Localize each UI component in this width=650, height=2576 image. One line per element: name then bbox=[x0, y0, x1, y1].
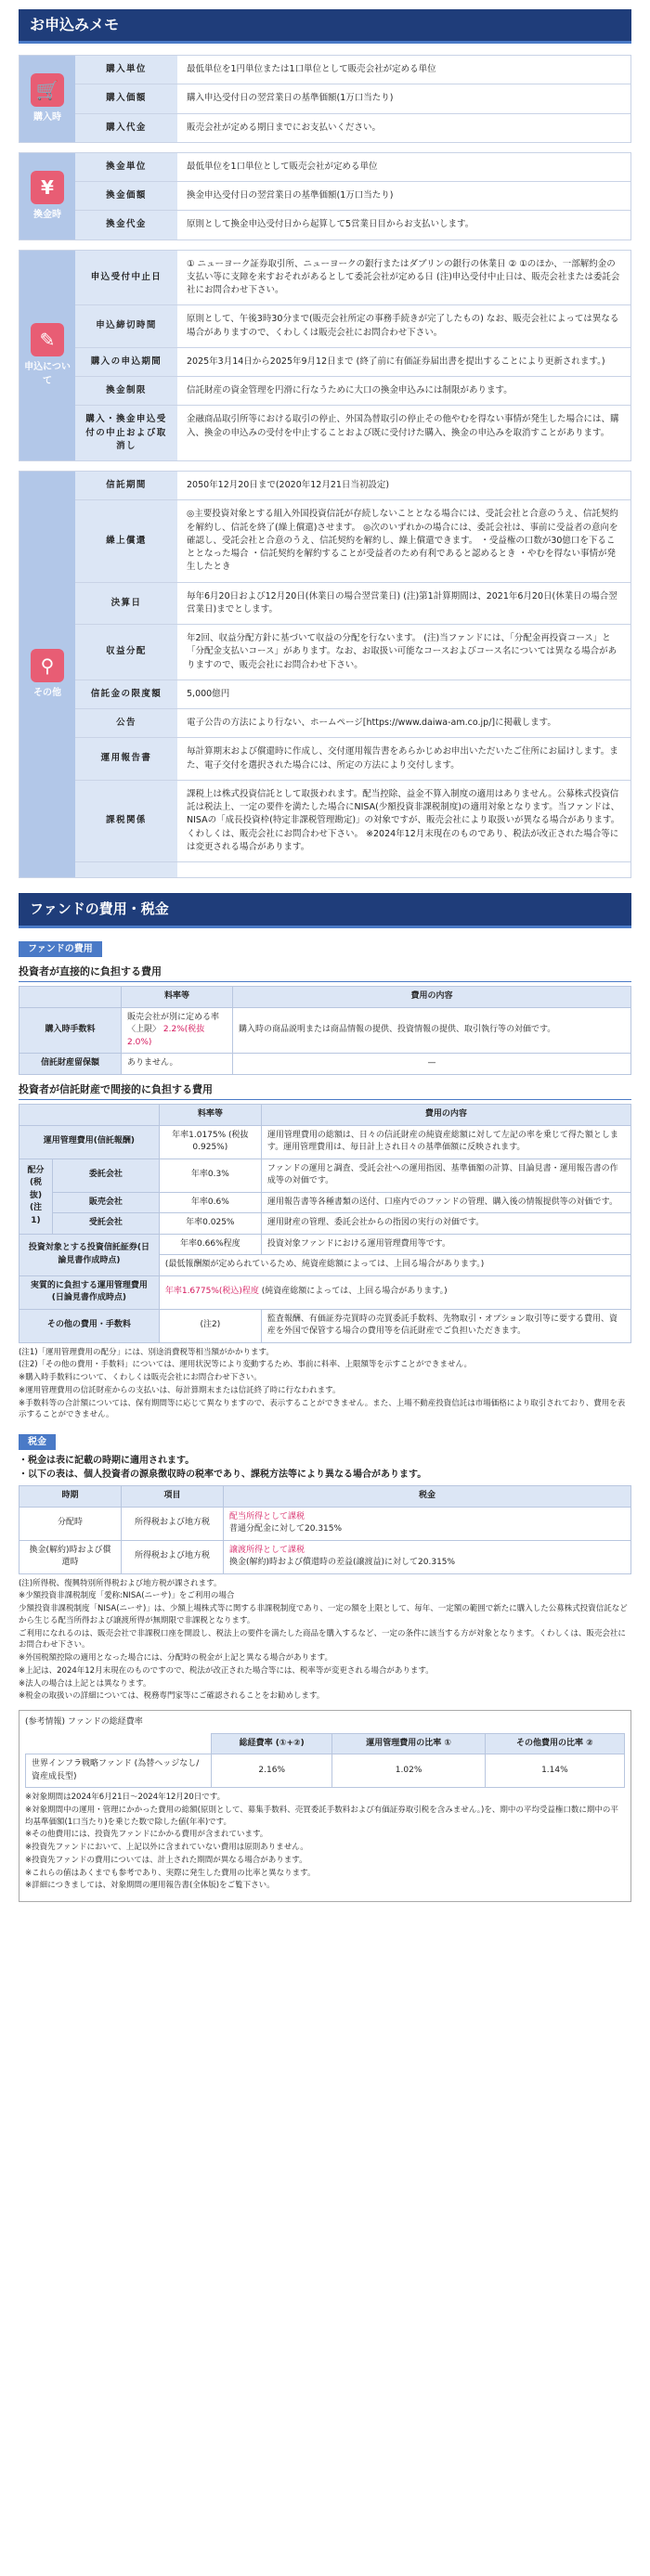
apply-rows bbox=[75, 251, 630, 461]
table-head: 時期 bbox=[20, 1486, 122, 1508]
other-row bbox=[75, 625, 630, 680]
document-icon: ✎ bbox=[31, 323, 64, 356]
table-head: その他費用の比率 ② bbox=[485, 1733, 624, 1754]
note: ※購入時手数料について、くわしくは販売会社にお問合わせ下さい。 bbox=[19, 1373, 262, 1382]
table-row bbox=[20, 1125, 631, 1159]
wallet-icon: ¥ bbox=[31, 171, 64, 204]
row-val: 原則として、午後3時30分まで(販売会社所定の事務手続きが完了したもの) なお、販売会社によっては異なる場合がありますので、くわしくは販売会社にお問合わせ下さい。 bbox=[187, 314, 619, 338]
tax-notes bbox=[19, 1578, 631, 1703]
row-val: 課税上は株式投資信託として取扱われます。配当控除、益金不算入制度の適用はありません。公募株式投資信託は税法上、一定の要件を満たした場合にNISA(少額投資非課税制度)の適用対象となります。当ファンドは、NISAの「成長投資枠(特定非課税管理勘定)」の対象ですが、販売会社により取扱いが異なる場合があります。くわしくは、販売会社にお問合わせ下さい。 ※2024年12月末現在のものであり、税法が改正された場合等には変更される場合があります。 bbox=[187, 788, 620, 852]
other-rows bbox=[75, 472, 630, 877]
row-val: ◎主要投資対象とする組入外国投資信託が存続しないこととなる場合には、受託会社と合意のうえ、信託契約を解約し、信託を終了(繰上償還)させます。 ◎次のいずれかの場合には、委託会社は、事前に受益者の意向を確認し、受託会社と合意のうえ、信託契約を解約し、繰上償還できます。 ・受益権の口数が30億口を下ることとなった場合 ・信託契約を解約することが受益者のため有利であると認めるとき ・やむを得ない事情が発生したとき bbox=[187, 509, 618, 573]
row-note: (最低報酬額が定められているため、純資産総額によっては、上回る場合があります。) bbox=[159, 1255, 630, 1276]
blank-head bbox=[20, 987, 122, 1008]
split-label: 配分(税抜)(注1) bbox=[20, 1159, 53, 1234]
row-rate: (注2) bbox=[159, 1309, 261, 1342]
table-row bbox=[20, 1159, 631, 1192]
tax-tag: 税金 bbox=[19, 1434, 56, 1450]
memo-other bbox=[19, 471, 631, 878]
redeem-icon-box bbox=[20, 153, 75, 239]
note: ご利用になれるのは、販売会社で非課税口座を開設し、税法上の要件を満たした商品を購入するなど、一定の条件に該当する方が対象となります。くわしくは、販売会社にお問合わせ下さい。 bbox=[19, 1628, 626, 1650]
row-val: 5,000億円 bbox=[187, 688, 230, 699]
row-val: ① ニューヨーク証券取引所、ニューヨークの銀行またはダブリンの銀行の休業日 ② ①のほか、一部解約金の支払い等に支障を来すおそれがあるとして委託会社が定める日 (注)申込受付中止日は、販売会社または委託会社にお問合わせ下さい。 bbox=[187, 258, 620, 295]
row-val: 年2回、収益分配方針に基づいて収益の分配を行ないます。 (注)当ファンドには、「分配金再投資コース」と「分配金支払いコース」があります。なお、お取扱い可能なコースおよびコース名については異なる場合がありますので、販売会社にお問合わせ下さい。 bbox=[187, 633, 618, 670]
tax-b: 換金(解約)時および償還時の差益(譲渡益)に対して20.315% bbox=[229, 1558, 456, 1567]
row-val: 毎年6月20日および12月20日(休業日の場合翌営業日) (注)第1計算期間は、2021年6月20日(休業日の場合翌営業日)までとします。 bbox=[187, 590, 618, 615]
other-row bbox=[75, 472, 630, 500]
table-row bbox=[20, 1540, 631, 1573]
note: ※詳細につきましては、対象期間の運用報告書(全体版)をご覧下さい。 bbox=[25, 1881, 275, 1891]
row-desc: 運用財産の管理、委託会社からの指図の実行の対価です。 bbox=[261, 1213, 630, 1235]
row-val: 信託財産の資金管理を円滑に行なうために大口の換金申込みには制限があります。 bbox=[187, 385, 513, 395]
tax-lead1: ・税金は表に記載の時期に適用されます。 bbox=[19, 1456, 195, 1466]
tax-b: 普通分配金に対して20.315% bbox=[229, 1524, 343, 1534]
other-row bbox=[75, 500, 630, 582]
row-rate: 年率0.3% bbox=[159, 1159, 261, 1192]
rate-a: 販売会社が別に定める率〈上限〉 bbox=[127, 1012, 220, 1034]
row-key: 信託金の限度額 bbox=[75, 680, 177, 708]
row-key: 課税関係 bbox=[75, 781, 177, 861]
tax-lead2: ・以下の表は、個人投資者の源泉徴収時の税率であり、課税方法等により異なる場合があります。 bbox=[19, 1469, 427, 1480]
table-head: 費用の内容 bbox=[233, 987, 631, 1008]
other-icon-label: その他 bbox=[33, 688, 61, 698]
row-key: 信託期間 bbox=[75, 472, 177, 499]
apply-row bbox=[75, 406, 630, 460]
apply-icon-box bbox=[20, 251, 75, 461]
table-head: 料率等 bbox=[159, 1105, 261, 1126]
row-val: 金融商品取引所等における取引の停止、外国為替取引の停止その他やむを得ない事情が発生した場合には、購入、換金の申込みの受付を中止することおよび既に受付けた購入、換金の申込みを取消すことがあります。 bbox=[187, 414, 619, 438]
row-key: 購入の申込期間 bbox=[75, 348, 177, 376]
redeem-row bbox=[75, 182, 630, 211]
row-key: 申込締切時間 bbox=[75, 305, 177, 347]
row-key: 受託会社 bbox=[53, 1213, 160, 1235]
row-val: 2050年12月20日まで(2020年12月21日当初設定) bbox=[187, 480, 390, 490]
memo-purchase bbox=[19, 55, 631, 143]
redeem-icon-label: 換金時 bbox=[33, 209, 61, 220]
note: (注1)「運用管理費用の配分」には、別途消費税等相当額がかかります。 bbox=[19, 1347, 274, 1357]
note: ※その他費用には、投資先ファンドにかかる費用が含まれています。 bbox=[25, 1830, 268, 1840]
note: ※外国税額控除の適用となった場合には、分配時の税金が上記と異なる場合があります。 bbox=[19, 1653, 332, 1663]
tax-a: 配当所得として課税 bbox=[229, 1511, 306, 1521]
row-val: 電子公告の方法により行ない、ホームページ[https://www.daiwa-am.co.jp/]に掲載します。 bbox=[187, 718, 556, 728]
rate-b: 2.2%(税抜2.0%) bbox=[127, 1025, 205, 1047]
row-key: 運用管理費用(信託報酬) bbox=[20, 1125, 160, 1159]
row-item: 所得税および地方税 bbox=[122, 1507, 224, 1540]
row-key: その他の費用・手数料 bbox=[20, 1309, 160, 1342]
apply-row bbox=[75, 305, 630, 348]
purchase-icon-box bbox=[20, 56, 75, 142]
row-rate bbox=[122, 1007, 233, 1054]
note: ※対象期間は2024年6月21日〜2024年12月20日です。 bbox=[25, 1793, 226, 1802]
row-key: 申込受付中止日 bbox=[75, 251, 177, 305]
row-item: 所得税および地方税 bbox=[122, 1540, 224, 1573]
row-val: 毎計算期末および償還時に作成し、交付運用報告書をあらかじめお申出いただいたご住所にお届けします。また、電子交付を選択された場合には、所定の方法により交付します。 bbox=[187, 746, 618, 770]
row-key: 購入価額 bbox=[75, 84, 177, 112]
apply-row bbox=[75, 377, 630, 406]
table-row bbox=[20, 1054, 631, 1075]
row-val bbox=[177, 862, 630, 877]
row-desc: 運用報告書等各種書類の送付、口座内でのファンドの管理、購入後の情報提供等の対価です。 bbox=[261, 1192, 630, 1213]
ref-table bbox=[25, 1733, 625, 1789]
purchase-row bbox=[75, 114, 630, 142]
row-rate: ありません。 bbox=[122, 1054, 233, 1075]
table-row bbox=[26, 1754, 625, 1788]
row-key: 購入代金 bbox=[75, 114, 177, 142]
purchase-icon-label: 購入時 bbox=[33, 111, 61, 123]
row-key: 換金単位 bbox=[75, 153, 177, 181]
ref-box bbox=[19, 1710, 631, 1902]
table-head: 項目 bbox=[122, 1486, 224, 1508]
row-rate: 年率0.025% bbox=[159, 1213, 261, 1235]
direct-fee-table bbox=[19, 986, 631, 1075]
fee-notes bbox=[19, 1347, 631, 1422]
row-val: 購入申込受付日の翌営業日の基準価額(1万口当たり) bbox=[187, 93, 394, 104]
redeem-row bbox=[75, 211, 630, 239]
note: ※少額投資非課税制度「愛称:NISA(ニーサ)」をご利用の場合 bbox=[19, 1591, 235, 1601]
row-desc: 投資対象ファンドにおける運用管理費用等です。 bbox=[261, 1234, 630, 1255]
fund-name: 世界インフラ戦略ファンド (為替ヘッジなし/資産成長型) bbox=[26, 1754, 212, 1788]
row-key: 実質的に負担する運用管理費用(日論見書作成時点) bbox=[20, 1275, 160, 1309]
row-key: 換金制限 bbox=[75, 377, 177, 405]
real-rate: 年率1.6775%(税込)程度 bbox=[164, 1287, 259, 1297]
note: (注)所得税、復興特別所得税および地方税が課されます。 bbox=[19, 1578, 222, 1588]
row-key: 販売会社 bbox=[53, 1192, 160, 1213]
row-key: 繰上償還 bbox=[75, 500, 177, 581]
row-key: 購入・換金申込受付の中止および取消し bbox=[75, 406, 177, 460]
ref-val: 1.14% bbox=[485, 1754, 624, 1788]
table-head: 料率等 bbox=[122, 987, 233, 1008]
note: ※これらの値はあくまでも参考であり、実際に発生した費用の比率と異なります。 bbox=[25, 1868, 316, 1878]
row-val: 換金申込受付日の翌営業日の基準価額(1万口当たり) bbox=[187, 190, 394, 201]
cart-icon: 🛒 bbox=[31, 73, 64, 107]
other-row bbox=[75, 781, 630, 862]
note: ※税金の取扱いの詳細については、税務専門家等にご確認されることをお勧めします。 bbox=[19, 1691, 325, 1702]
other-row bbox=[75, 680, 630, 709]
ref-notes bbox=[25, 1792, 625, 1892]
row-val: 販売会社が定める期日までにお支払いください。 bbox=[187, 122, 382, 133]
row-rate: 年率1.0175% (税抜0.925%) bbox=[159, 1125, 261, 1159]
other-row bbox=[75, 583, 630, 626]
row-val: 原則として換金申込受付日から起算して5営業日目からお支払いします。 bbox=[187, 219, 474, 230]
apply-row bbox=[75, 251, 630, 306]
row-rate bbox=[159, 1275, 630, 1309]
note: ※投資先ファンドの費用については、計上された期間が異なる場合があります。 bbox=[25, 1855, 307, 1865]
row-key bbox=[75, 862, 177, 877]
other-row bbox=[75, 709, 630, 738]
table-head: 運用管理費用の比率 ① bbox=[332, 1733, 485, 1754]
tax-table bbox=[19, 1485, 631, 1574]
row-key: 購入単位 bbox=[75, 56, 177, 84]
row-desc: 運用管理費用の総額は、日々の信託財産の純資産総額に対して左記の率を乗じて得た額とします。運用管理費用は、毎日計上され日々の基準価額に反映されます。 bbox=[261, 1125, 630, 1159]
purchase-row bbox=[75, 84, 630, 113]
row-key: 収益分配 bbox=[75, 625, 177, 680]
blank-head bbox=[20, 1105, 160, 1126]
row-key: 運用報告書 bbox=[75, 738, 177, 780]
paperclip-icon: ⚲ bbox=[31, 649, 64, 682]
redeem-row bbox=[75, 153, 630, 182]
note: ※上記は、2024年12月末現在のものですので、税法が改正された場合等には、税率等が変更される場合があります。 bbox=[19, 1665, 434, 1676]
row-key: 委託会社 bbox=[53, 1159, 160, 1192]
tax-a: 譲渡所得として課税 bbox=[229, 1545, 306, 1555]
memo-title: お申込みメモ bbox=[19, 9, 631, 44]
row-tax bbox=[224, 1540, 631, 1573]
note: ※手数料等の合計額については、保有期間等に応じて異なりますので、表示することができません。また、上場不動産投資信託は市場価格により取引されており、費用を表示することができません。 bbox=[19, 1398, 626, 1420]
note: ※投資先ファンドにおいて、上記以外に含まれていない費用は原則ありません。 bbox=[25, 1843, 308, 1852]
row-when: 換金(解約)時および償還時 bbox=[20, 1540, 122, 1573]
table-row bbox=[20, 1192, 631, 1213]
row-desc: 購入時の商品説明または商品情報の提供、投資情報の提供、取引執行等の対価です。 bbox=[233, 1007, 631, 1054]
row-desc: ファンドの運用と調査、受託会社への運用指図、基準価額の計算、目論見書・運用報告書の作成等の対価です。 bbox=[261, 1159, 630, 1192]
fees-tag: ファンドの費用 bbox=[19, 941, 102, 957]
blank-head bbox=[26, 1733, 212, 1754]
purchase-rows bbox=[75, 56, 630, 142]
indirect-fee-table bbox=[19, 1104, 631, 1343]
row-val: 最低単位を1口単位として販売会社が定める単位 bbox=[187, 161, 378, 172]
other-row bbox=[75, 862, 630, 877]
ref-val: 2.16% bbox=[212, 1754, 332, 1788]
ref-title: (参考情報) ファンドの総経費率 bbox=[25, 1717, 143, 1727]
memo-apply bbox=[19, 250, 631, 462]
row-rate: 年率0.6% bbox=[159, 1192, 261, 1213]
row-rate: 年率0.66%程度 bbox=[159, 1234, 261, 1255]
row-key: 決算日 bbox=[75, 583, 177, 625]
row-key: 信託財産留保額 bbox=[20, 1054, 122, 1075]
row-key: 投資対象とする投資信託証券(日論見書作成時点) bbox=[20, 1234, 160, 1275]
row-when: 分配時 bbox=[20, 1507, 122, 1540]
table-row bbox=[20, 1309, 631, 1342]
table-head: 総経費率 (①+②) bbox=[212, 1733, 332, 1754]
indirect-title: 投資者が信託財産で間接的に負担する費用 bbox=[19, 1082, 631, 1101]
direct-title: 投資者が直接的に負担する費用 bbox=[19, 964, 631, 983]
table-row bbox=[20, 1213, 631, 1235]
row-tax bbox=[224, 1507, 631, 1540]
redeem-rows bbox=[75, 153, 630, 239]
apply-row bbox=[75, 348, 630, 377]
memo-redeem bbox=[19, 152, 631, 240]
row-key: 換金価額 bbox=[75, 182, 177, 210]
row-val: 2025年3月14日から2025年9月12日まで (終了前に有価証券届出書を提出することにより更新されます。) bbox=[187, 356, 605, 367]
note: ※運用管理費用の信託財産からの支払いは、毎計算期末または信託終了時に行なわれます。 bbox=[19, 1385, 341, 1395]
table-row bbox=[20, 1234, 631, 1255]
table-row bbox=[20, 1507, 631, 1540]
purchase-row bbox=[75, 56, 630, 84]
apply-icon-label: 申込について bbox=[24, 361, 71, 386]
row-key: 換金代金 bbox=[75, 211, 177, 239]
row-key: 購入時手数料 bbox=[20, 1007, 122, 1054]
note: (注2)「その他の費用・手数料」については、運用状況等により変動するため、事前に料率、上限額等を示すことができません。 bbox=[19, 1360, 473, 1370]
table-head: 費用の内容 bbox=[261, 1105, 630, 1126]
note: ※法人の場合は上記とは異なります。 bbox=[19, 1678, 151, 1689]
other-icon-box bbox=[20, 472, 75, 877]
table-head: 税金 bbox=[224, 1486, 631, 1508]
note: 少額投資非課税制度「NISA(ニーサ)」は、少額上場株式等に関する非課税制度であり、一定の額を上限として、毎年、一定額の範囲で新たに購入した公募株式投資信託などから生じる配当所得および譲渡所得が無期限で非課税となります。 bbox=[19, 1604, 628, 1625]
table-row bbox=[20, 1007, 631, 1054]
note: ※対象期間中の運用・管理にかかった費用の総額(原則として、募集手数料、売買委託手数料および有価証券取引税を含みません。)を、期中の平均受益権口数に期中の平均基準価額(1口当たり)を乗じた数で除した値(年率)です。 bbox=[25, 1805, 618, 1827]
row-desc: 監査報酬、有価証券売買時の売買委託手数料、先物取引・オプション取引等に要する費用、資産を外国で保管する場合の費用等を信託財産でご負担いただきます。 bbox=[261, 1309, 630, 1342]
fees-title: ファンドの費用・税金 bbox=[19, 893, 631, 928]
table-row bbox=[20, 1275, 631, 1309]
row-desc: — bbox=[233, 1054, 631, 1075]
real-desc: (純資産総額によっては、上回る場合があります。) bbox=[261, 1287, 448, 1297]
row-val: 最低単位を1円単位または1口単位として販売会社が定める単位 bbox=[187, 64, 436, 74]
row-key: 公告 bbox=[75, 709, 177, 737]
other-row bbox=[75, 738, 630, 781]
ref-val: 1.02% bbox=[332, 1754, 485, 1788]
